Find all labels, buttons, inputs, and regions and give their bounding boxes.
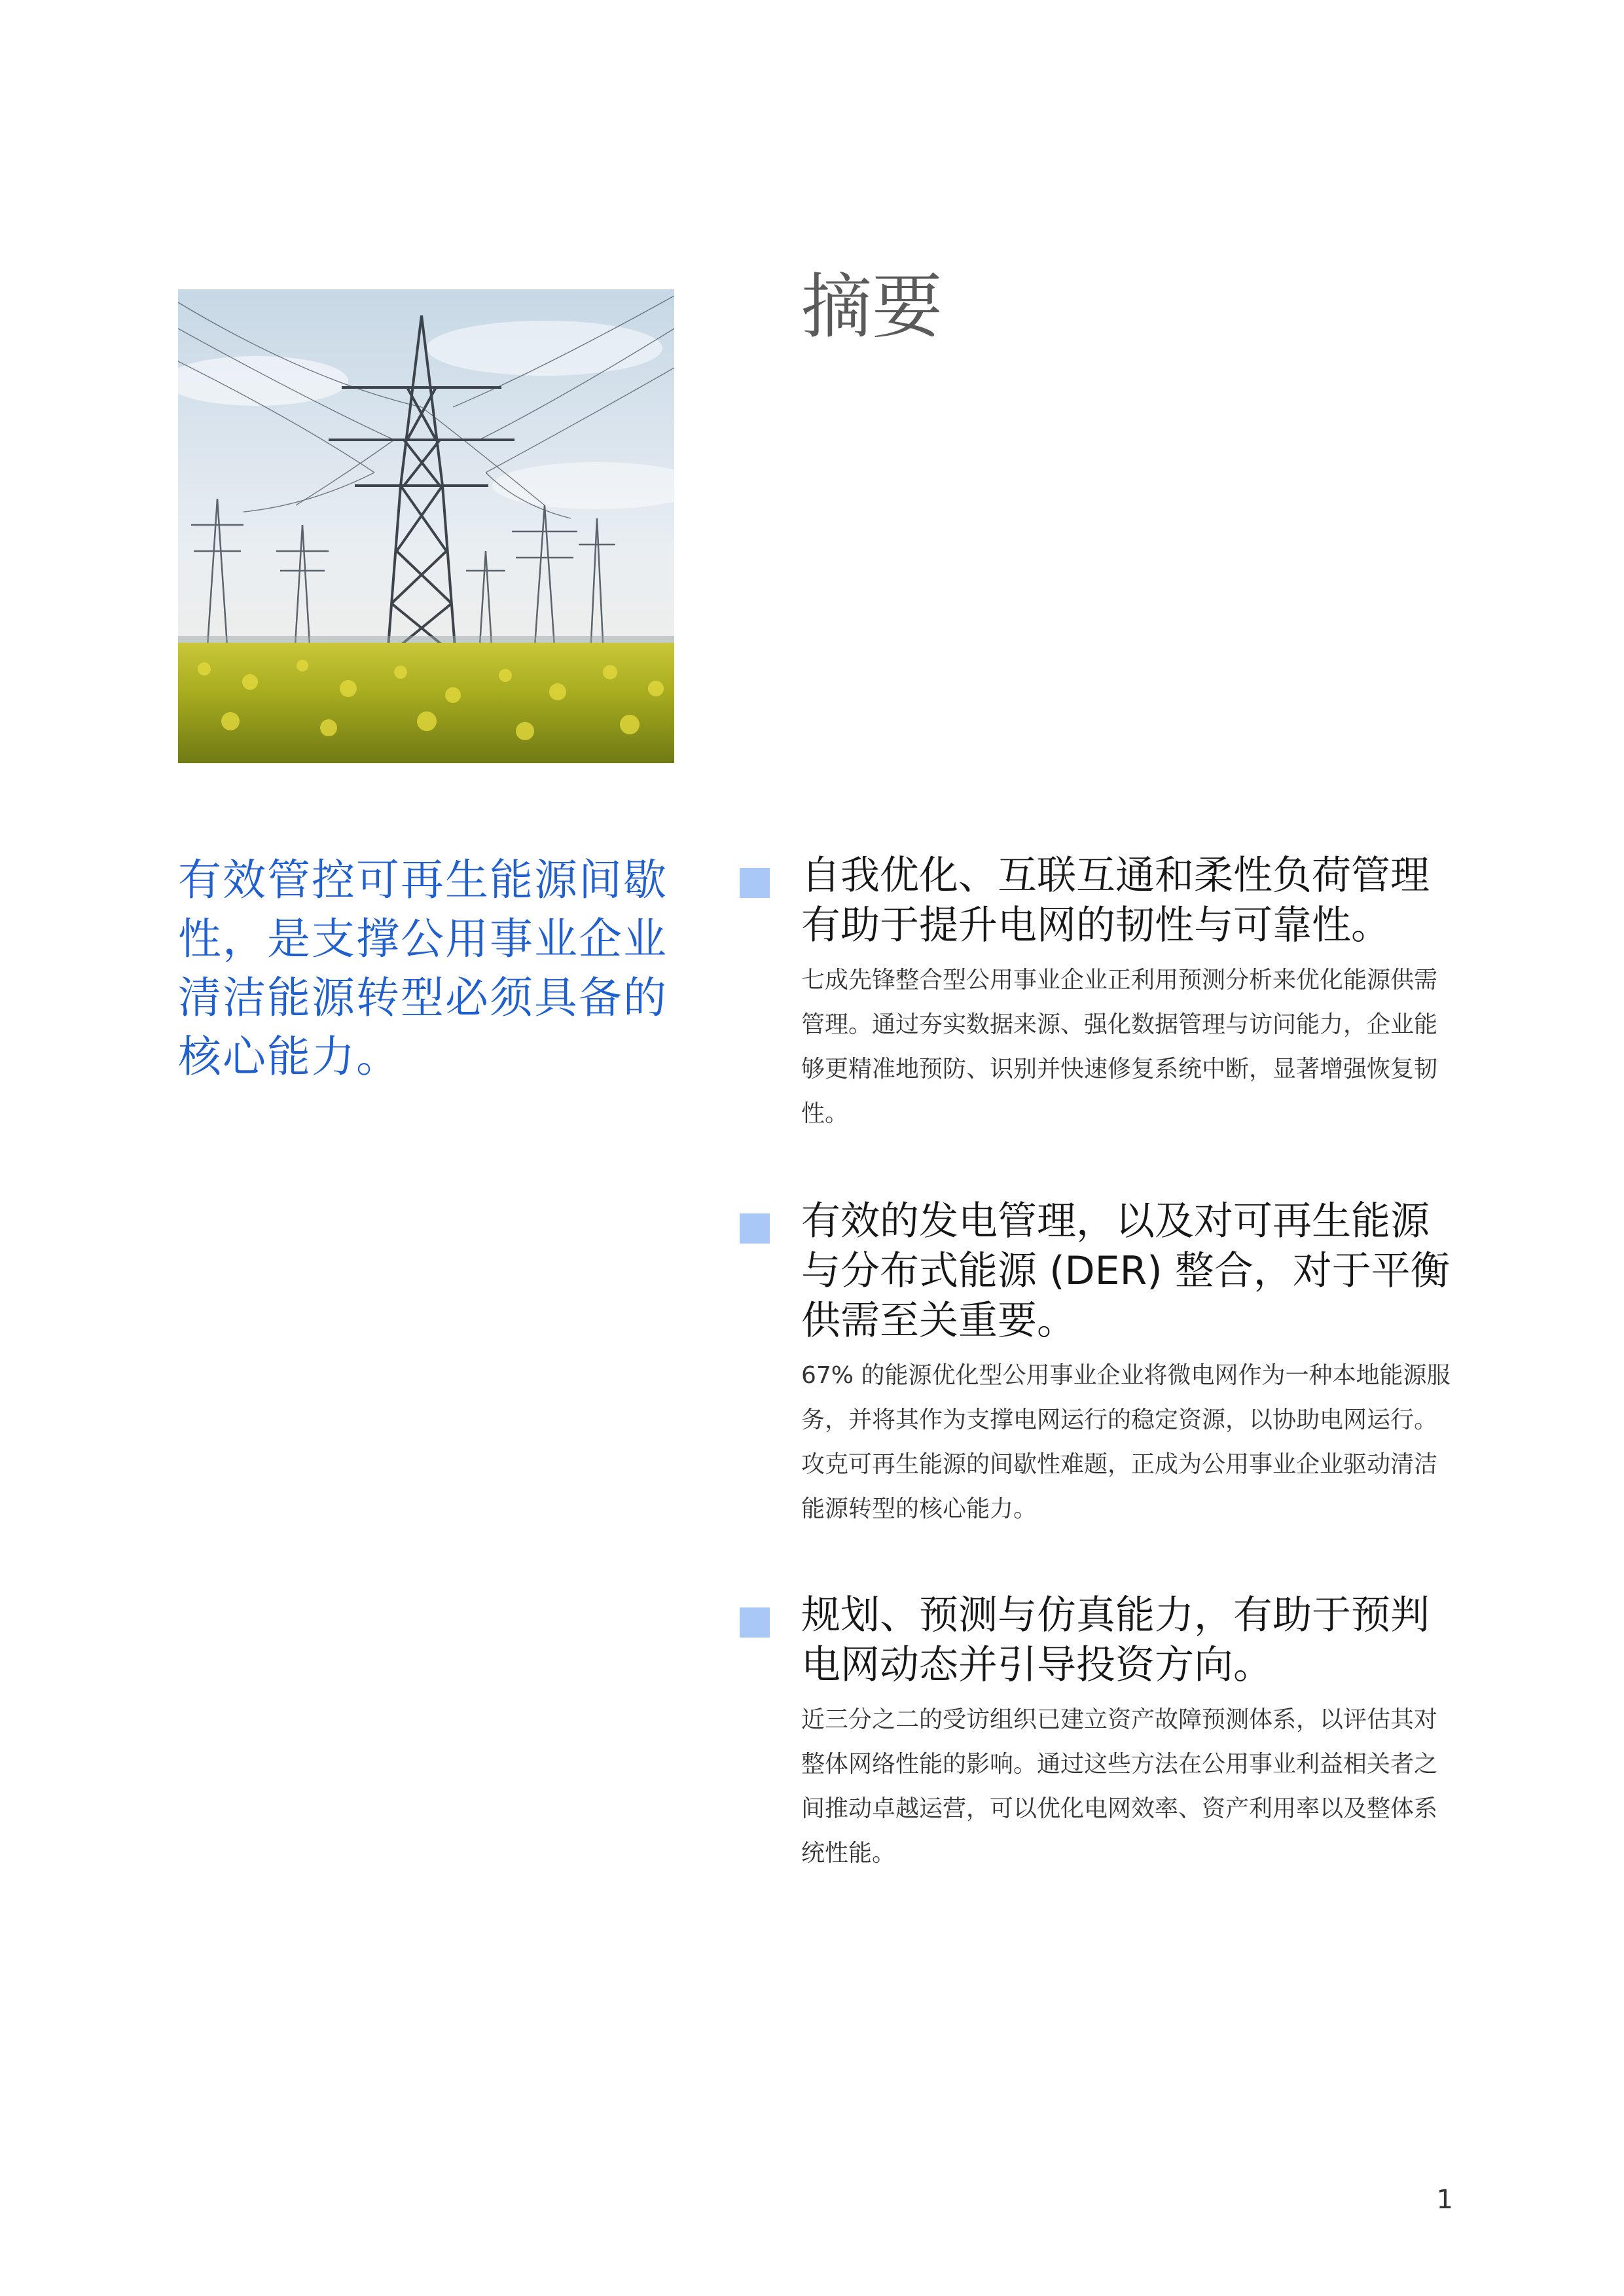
square-bullet-icon <box>740 1213 770 1244</box>
summary-section <box>740 1590 1460 1876</box>
section-body: 67% 的能源优化型公用事业企业将微电网作为一种本地能源服务，并将其作为支撑电网运行的稳定资源，以协助电网运行。攻克可再生能源的间歇性难题，正成为公用事业企业驱动清洁能源转型的核心能力。 <box>801 1362 1451 1522</box>
power-tower-illustration <box>178 289 674 763</box>
summary-section <box>740 1196 1460 1532</box>
section-heading: 规划、预测与仿真能力，有助于预判电网动态并引导投资方向。 <box>801 1592 1430 1688</box>
summary-section <box>740 851 1460 1136</box>
section-heading: 有效的发电管理，以及对可再生能源与分布式能源 (DER) 整合，对于平衡供需至关重要。 <box>801 1198 1450 1344</box>
square-bullet-icon <box>740 868 770 898</box>
pull-quote: 有效管控可再生能源间歇性，是支撑公用事业企业清洁能源转型必须具备的核心能力。 <box>178 855 668 1082</box>
page-number: 1 <box>1436 2185 1453 2215</box>
section-body: 近三分之二的受访组织已建立资产故障预测体系，以评估其对整体网络性能的影响。通过这些方法在公用事业利益相关者之间推动卓越运营，可以优化电网效率、资产利用率以及整体系统性能。 <box>801 1706 1438 1867</box>
section-heading: 自我优化、互联互通和柔性负荷管理有助于提升电网的韧性与可靠性。 <box>801 853 1430 948</box>
square-bullet-icon <box>740 1607 770 1638</box>
section-body: 七成先锋整合型公用事业企业正利用预测分析来优化能源供需管理。通过夯实数据来源、强化数据管理与访问能力，企业能够更精准地预防、识别并快速修复系统中断，显著增强恢复韧性。 <box>801 967 1438 1127</box>
hero-image <box>178 289 674 763</box>
page-title: 摘要 <box>801 266 943 348</box>
